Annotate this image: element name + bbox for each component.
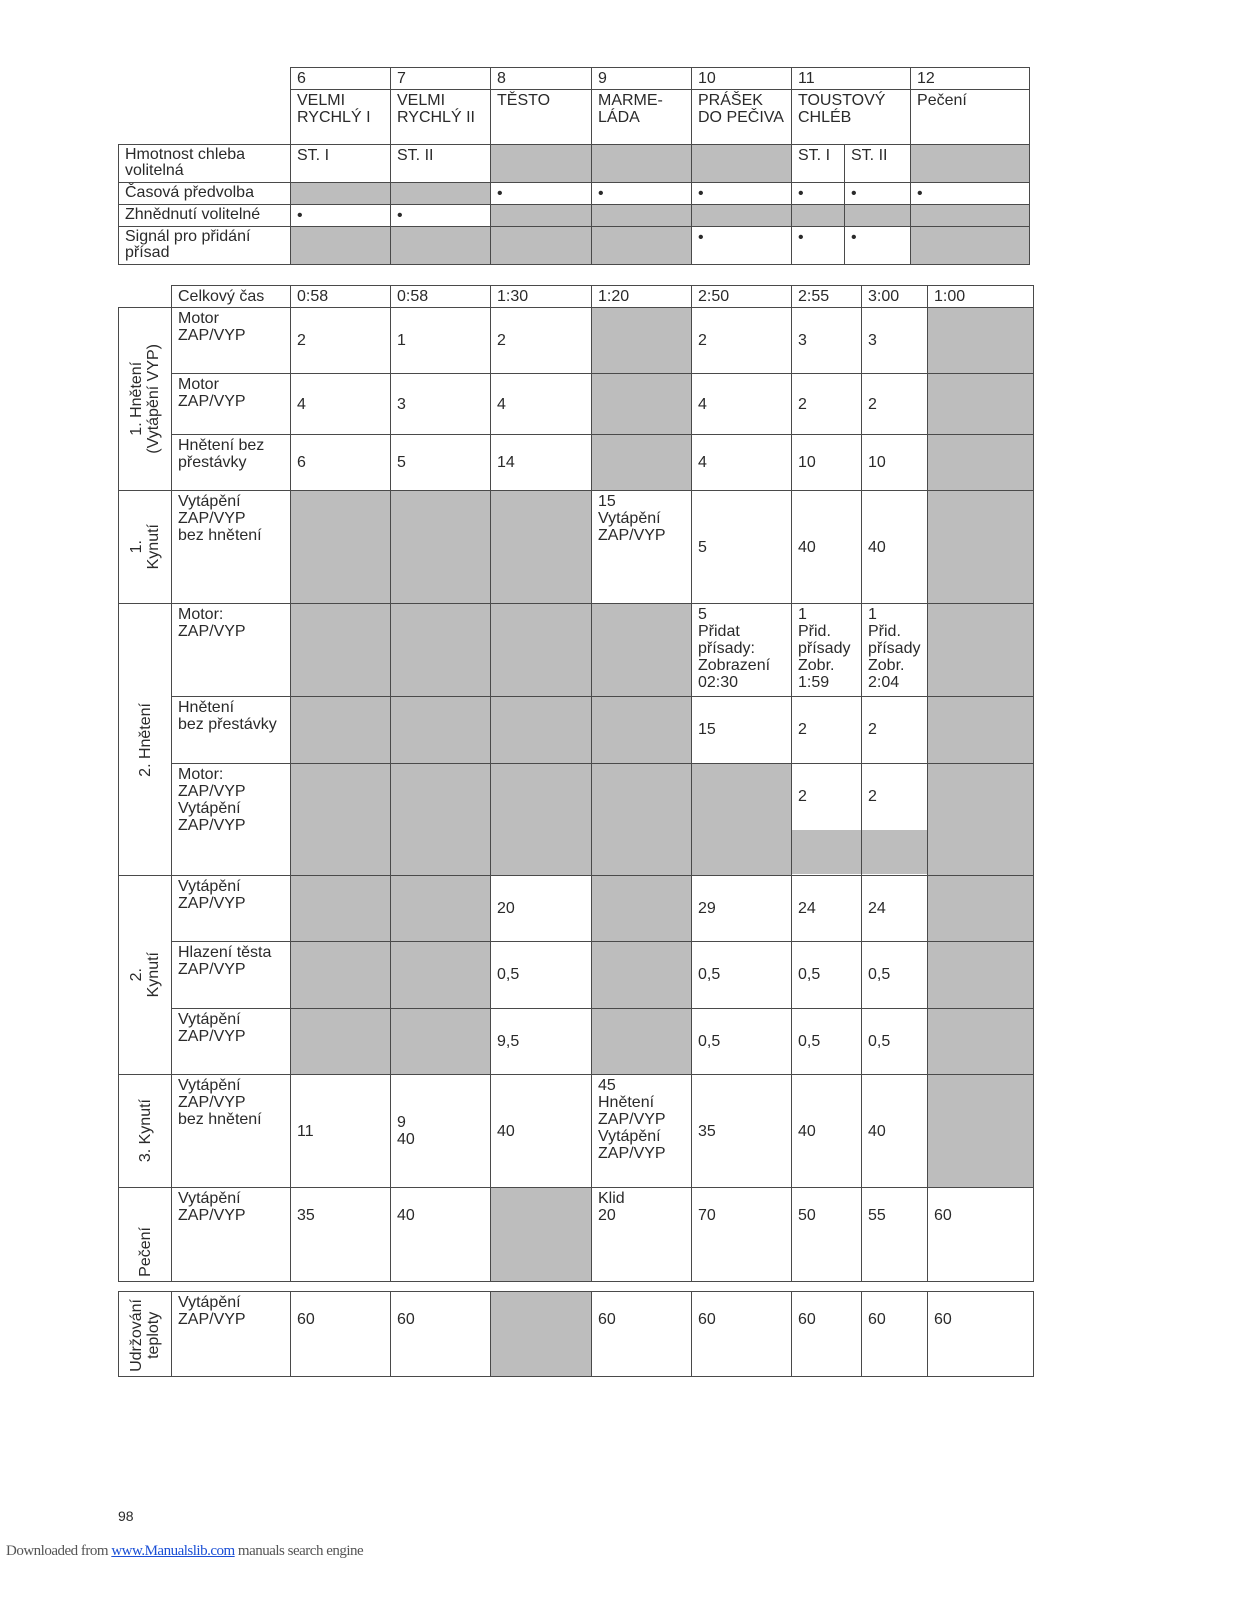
value-cell: 70 — [692, 1188, 792, 1282]
value-cell: 45 Hnětení ZAP/VYP Vytápění ZAP/VYP — [592, 1075, 692, 1188]
value-cell: 14 — [491, 434, 592, 490]
program-options-table — [118, 67, 1030, 265]
value-cell: 50 — [792, 1188, 862, 1282]
total-time: 2:55 — [792, 286, 862, 308]
value-cell — [592, 697, 692, 763]
step-row — [119, 1008, 1034, 1074]
value-cell: 2 — [692, 308, 792, 374]
option-row — [119, 227, 1030, 265]
value-cell: 4 — [491, 374, 592, 434]
value-cell: 3 — [792, 308, 862, 374]
step-row — [119, 876, 1034, 942]
value-cell — [491, 697, 592, 763]
value-cell — [491, 1292, 592, 1377]
value-cell — [928, 763, 1034, 875]
step-label: Motor ZAP/VYP — [172, 374, 291, 434]
total-time: 1:00 — [928, 286, 1034, 308]
value-cell: 2 — [491, 308, 592, 374]
value-cell: 60 — [291, 1292, 391, 1377]
value-cell: 1 — [391, 308, 491, 374]
value-cell: 3 — [862, 308, 928, 374]
program-number: 8 — [491, 68, 592, 90]
value-cell: 35 — [692, 1075, 792, 1188]
value-cell — [928, 308, 1034, 374]
value-cell: 40 — [862, 1075, 928, 1188]
value-cell: 10 — [792, 434, 862, 490]
value-cell: 2 — [862, 763, 928, 875]
value-cell: 2 — [291, 308, 391, 374]
step-label: Vytápění ZAP/VYP — [172, 1008, 291, 1074]
value-cell: • — [692, 227, 792, 265]
program-name: VELMI RYCHLÝ I — [291, 90, 391, 145]
value-cell — [928, 1008, 1034, 1074]
value-cell: 2 — [792, 374, 862, 434]
step-row — [119, 1292, 1034, 1377]
program-name: TĚSTO — [491, 90, 592, 145]
value-cell — [391, 227, 491, 265]
value-cell — [911, 227, 1030, 265]
value-cell: 0,5 — [862, 1008, 928, 1074]
value-cell: 55 — [862, 1188, 928, 1282]
total-time: 2:50 — [692, 286, 792, 308]
value-cell — [291, 942, 391, 1008]
value-cell — [291, 763, 391, 875]
step-row — [119, 1188, 1034, 1282]
value-cell — [592, 942, 692, 1008]
header-spacer — [119, 68, 291, 90]
option-label: Hmotnost chleba volitelná — [119, 145, 291, 183]
option-label: Časová předvolba — [119, 183, 291, 205]
value-cell: 3 — [391, 374, 491, 434]
value-cell: 20 — [491, 876, 592, 942]
total-time: 3:00 — [862, 286, 928, 308]
value-cell — [391, 1008, 491, 1074]
value-cell — [291, 604, 391, 697]
value-cell — [928, 697, 1034, 763]
step-label: Vytápění ZAP/VYP — [172, 1292, 291, 1377]
value-cell — [291, 183, 391, 205]
value-cell: 4 — [291, 374, 391, 434]
program-name: TOUSTOVÝ CHLÉB — [792, 90, 911, 145]
value-cell: 0,5 — [692, 1008, 792, 1074]
option-label: Zhnědnutí volitelné — [119, 205, 291, 227]
value-cell: 40 — [792, 1075, 862, 1188]
value-cell: 4 — [692, 434, 792, 490]
value-cell: 1 Přid. přísady Zobr. 2:04 — [862, 604, 928, 697]
total-time: 1:20 — [592, 286, 692, 308]
value-cell: 24 — [792, 876, 862, 942]
value-cell — [928, 491, 1034, 604]
value-cell — [592, 205, 692, 227]
value-cell: 0,5 — [692, 942, 792, 1008]
value-cell: 60 — [928, 1292, 1034, 1377]
value-cell: 0,5 — [862, 942, 928, 1008]
step-label: Vytápění ZAP/VYP — [172, 1188, 291, 1282]
value-cell: • — [391, 205, 491, 227]
manualslib-link[interactable]: www.Manualslib.com — [111, 1543, 235, 1559]
value-cell — [592, 308, 692, 374]
value-cell — [928, 942, 1034, 1008]
program-number: 10 — [692, 68, 792, 90]
value-cell: 60 — [692, 1292, 792, 1377]
value-cell: • — [692, 183, 792, 205]
value-cell: 40 — [491, 1075, 592, 1188]
step-row — [119, 697, 1034, 763]
value-cell: 60 — [391, 1292, 491, 1377]
value-cell — [291, 876, 391, 942]
value-cell — [391, 183, 491, 205]
value-cell: 9 40 — [391, 1075, 491, 1188]
program-name: PRÁŠEK DO PEČIVA — [692, 90, 792, 145]
program-number: 7 — [391, 68, 491, 90]
value-cell: Klid 20 — [592, 1188, 692, 1282]
step-label: Vytápění ZAP/VYP bez hnětení — [172, 1075, 291, 1188]
footer — [6, 1543, 363, 1560]
value-cell: 9,5 — [491, 1008, 592, 1074]
value-cell: 0,5 — [792, 942, 862, 1008]
value-cell: • — [491, 183, 592, 205]
total-time: 0:58 — [291, 286, 391, 308]
value-cell — [491, 604, 592, 697]
value-cell: ST. II — [845, 145, 911, 183]
header-spacer — [119, 90, 291, 145]
group-label: Pečení — [119, 1188, 172, 1282]
total-time: 1:30 — [491, 286, 592, 308]
value-cell — [692, 763, 792, 875]
program-number: 12 — [911, 68, 1030, 90]
value-cell: 40 — [391, 1188, 491, 1282]
value-cell: 11 — [291, 1075, 391, 1188]
step-label: Motor: ZAP/VYP — [172, 604, 291, 697]
value-cell: 35 — [291, 1188, 391, 1282]
step-row — [119, 604, 1034, 697]
value-cell: 0,5 — [491, 942, 592, 1008]
value-cell — [928, 1075, 1034, 1188]
value-cell — [592, 876, 692, 942]
value-cell — [692, 205, 792, 227]
value-cell: 40 — [862, 491, 928, 604]
value-cell: 60 — [862, 1292, 928, 1377]
value-cell: • — [845, 227, 911, 265]
step-row — [119, 434, 1034, 490]
value-cell: 60 — [928, 1188, 1034, 1282]
value-cell — [491, 763, 592, 875]
value-cell: • — [291, 205, 391, 227]
value-cell — [928, 434, 1034, 490]
program-name: Pečení — [911, 90, 1030, 145]
value-cell — [592, 374, 692, 434]
group-label: Udržování teploty — [119, 1292, 172, 1377]
step-row — [119, 942, 1034, 1008]
step-row — [119, 491, 1034, 604]
value-cell — [291, 491, 391, 604]
value-cell — [592, 227, 692, 265]
total-label: Celkový čas — [172, 286, 291, 308]
keep-warm-table — [118, 1291, 1034, 1377]
value-cell — [592, 145, 692, 183]
value-cell — [491, 227, 592, 265]
group-label: 3. Kynutí — [119, 1075, 172, 1188]
value-cell — [391, 697, 491, 763]
value-cell: 29 — [692, 876, 792, 942]
value-cell: • — [792, 183, 845, 205]
option-label: Signál pro přidání přísad — [119, 227, 291, 265]
program-number: 9 — [592, 68, 692, 90]
value-cell: 1 Přid. přísady Zobr. 1:59 — [792, 604, 862, 697]
value-cell — [592, 763, 692, 875]
value-cell: 10 — [862, 434, 928, 490]
group-label: 2. Hnětení — [119, 604, 172, 876]
step-label: Hlazení těsta ZAP/VYP — [172, 942, 291, 1008]
page-number: 98 — [118, 1508, 134, 1524]
value-cell: • — [792, 227, 845, 265]
value-cell: 40 — [792, 491, 862, 604]
program-name: VELMI RYCHLÝ II — [391, 90, 491, 145]
value-cell — [692, 145, 792, 183]
value-cell: 2 — [862, 697, 928, 763]
value-cell: • — [592, 183, 692, 205]
value-cell — [928, 876, 1034, 942]
program-number: 6 — [291, 68, 391, 90]
value-cell — [391, 942, 491, 1008]
program-name: MARME- LÁDA — [592, 90, 692, 145]
value-cell: ST. I — [792, 145, 845, 183]
total-time: 0:58 — [391, 286, 491, 308]
value-cell — [291, 697, 391, 763]
footer-prefix: Downloaded from — [6, 1543, 112, 1559]
value-cell: 5 — [692, 491, 792, 604]
group-label: 2. Kynutí — [119, 876, 172, 1075]
value-cell — [291, 1008, 391, 1074]
value-cell: 6 — [291, 434, 391, 490]
value-cell — [911, 145, 1030, 183]
step-row — [119, 374, 1034, 434]
group-label: 1. Hnětení (Vytápění VYP) — [119, 308, 172, 491]
value-cell: ST. II — [391, 145, 491, 183]
value-cell — [391, 604, 491, 697]
value-cell: 2 — [862, 374, 928, 434]
value-cell — [592, 434, 692, 490]
value-cell: 15 — [692, 697, 792, 763]
value-cell — [391, 876, 491, 942]
value-cell — [928, 374, 1034, 434]
value-cell — [291, 227, 391, 265]
step-label: Hnětení bez přestávky — [172, 697, 291, 763]
step-row — [119, 763, 1034, 875]
value-cell — [491, 491, 592, 604]
step-label: Hnětení bez přestávky — [172, 434, 291, 490]
value-cell — [491, 145, 592, 183]
value-cell: 60 — [592, 1292, 692, 1377]
value-cell: • — [911, 183, 1030, 205]
value-cell — [491, 1188, 592, 1282]
step-label: Vytápění ZAP/VYP bez hnětení — [172, 491, 291, 604]
value-cell: ST. I — [291, 145, 391, 183]
group-label: 1. Kynutí — [119, 491, 172, 604]
value-cell — [491, 205, 592, 227]
step-row — [119, 1075, 1034, 1188]
value-cell: 4 — [692, 374, 792, 434]
value-cell: 15 Vytápění ZAP/VYP — [592, 491, 692, 604]
value-cell: 5 — [391, 434, 491, 490]
value-cell: • — [845, 183, 911, 205]
step-label: Motor: ZAP/VYP Vytápění ZAP/VYP — [172, 763, 291, 875]
value-cell — [928, 604, 1034, 697]
row-spacer — [119, 286, 172, 308]
value-cell: 5 Přidat přísady: Zobrazení 02:30 — [692, 604, 792, 697]
program-number: 11 — [792, 68, 911, 90]
step-label: Vytápění ZAP/VYP — [172, 876, 291, 942]
value-cell: 0,5 — [792, 1008, 862, 1074]
value-cell: 2 — [792, 697, 862, 763]
option-row — [119, 145, 1030, 183]
step-label: Motor ZAP/VYP — [172, 308, 291, 374]
value-cell — [391, 763, 491, 875]
value-cell — [845, 205, 911, 227]
total-time-row — [119, 286, 1034, 308]
step-row — [119, 308, 1034, 374]
option-row — [119, 205, 1030, 227]
value-cell — [592, 1008, 692, 1074]
value-cell — [792, 205, 845, 227]
footer-suffix: manuals search engine — [234, 1543, 364, 1559]
option-row — [119, 183, 1030, 205]
value-cell: 60 — [792, 1292, 862, 1377]
value-cell: 2 — [792, 763, 862, 875]
value-cell — [391, 491, 491, 604]
value-cell — [592, 604, 692, 697]
value-cell — [911, 205, 1030, 227]
value-cell: 24 — [862, 876, 928, 942]
program-timing-table — [118, 285, 1034, 1282]
